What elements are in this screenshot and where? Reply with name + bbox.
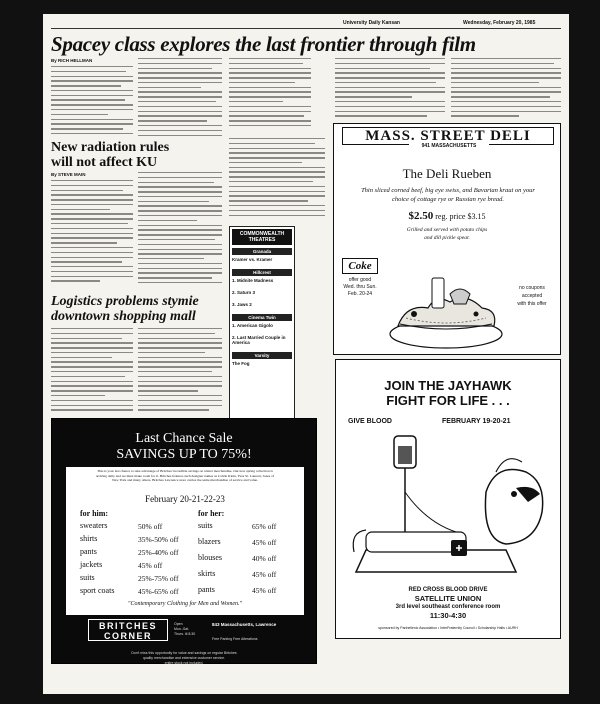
radiation-byline: By STEVE MAIN	[51, 172, 86, 177]
bottom-note-line: Don't miss this opportunity for value and savings on regular Britches	[131, 651, 237, 655]
deli-sandwich-title: The Deli Rueben	[402, 166, 492, 181]
offer-text: Wed. thru Sun.	[343, 284, 377, 290]
radiation-story-col3	[229, 138, 325, 222]
theater-house-cinema-twin: Cinema Twin	[232, 314, 292, 321]
deli-price-line	[334, 210, 560, 222]
britches-sale-advertisement	[51, 418, 317, 664]
lead-story-col3	[229, 58, 311, 132]
lead-byline: By RICH HELLMAN	[51, 58, 93, 63]
lead-story-col5	[451, 58, 561, 120]
her-discount: 45% off	[252, 538, 277, 547]
radiation-headline	[51, 140, 231, 170]
drive-hours: 11:30-4:30	[429, 611, 467, 620]
deli-price: $2.50	[408, 210, 434, 222]
him-discount: 25%-75% off	[138, 574, 179, 583]
title-line: FIGHT FOR LIFE . . .	[386, 393, 510, 408]
logistics-story-col2	[138, 328, 222, 414]
her-item: blazers	[198, 537, 221, 546]
him-discount: 35%-50% off	[138, 535, 179, 544]
theater-house-varsity: Varsity	[232, 352, 292, 359]
movie-listings-box	[229, 226, 295, 442]
her-discount: 65% off	[252, 522, 277, 531]
him-item: suits	[80, 573, 95, 582]
her-heading: for her:	[198, 509, 225, 518]
coupon-text: accepted	[521, 293, 543, 299]
hours-line: Open	[174, 622, 183, 626]
logo-line: BRITCHES	[98, 621, 157, 631]
sale-fine-print: This is your last chance to take advantage of Britches' incredible savings on winter merchandise. Our new spring collection is arriving daily and we must make room for it. Britches features such designer names as Calvin Klein, Yves St. Laurent, Jones of New York and many others. Britches Lawrence store carries the same merchandise of service and value.	[95, 469, 275, 482]
sale-dates: February 20-21-22-23	[145, 494, 225, 504]
him-item: shirts	[80, 534, 98, 543]
bottom-note-line: entire stock not included.	[164, 661, 204, 665]
blood-drive-advertisement	[335, 359, 561, 639]
sale-tagline: "Contemporary Clothing for Men and Women."	[127, 601, 243, 607]
hours-line: Mon.-Sat.	[174, 627, 190, 631]
lead-story-col2	[138, 58, 222, 136]
store-address: 843 Massachusetts, Lawrence	[212, 622, 277, 627]
film-title: The Fog	[232, 361, 250, 366]
bottom-note-line: quality merchandise and extensive customer service.	[142, 656, 226, 660]
logistics-headline-line1: Logistics problems stymie	[51, 294, 199, 309]
masthead-rule	[51, 28, 561, 29]
blood-drive-details	[336, 586, 560, 620]
deli-address: 941 MASSACHUSETTS	[409, 143, 489, 149]
theater-house-hillcrest: Hillcrest	[232, 269, 292, 276]
logo-line: CORNER	[103, 631, 152, 641]
film-title: Kramer vs. Kramer	[232, 257, 273, 262]
coke-offer	[342, 258, 378, 298]
store-services: Free Parking Free Alterations	[212, 637, 258, 641]
coupon-text: with this offer	[517, 301, 547, 307]
deli-regular-price: reg. price $3.15	[435, 212, 486, 221]
him-heading: for him:	[80, 509, 109, 518]
masthead-date: Wednesday, February 20, 1985	[463, 20, 536, 26]
blood-drive-sponsors: sponsored by Panhellenic Association • InterFraternity Council • Scholarship Halls • AURH	[378, 626, 518, 630]
radiation-story-col1	[51, 180, 133, 288]
logistics-headline	[51, 294, 227, 324]
masthead-paper-name: University Daily Kansan	[343, 20, 400, 26]
lead-headline: Spacey class explores the last frontier through film	[51, 32, 476, 56]
sale-bottom-note	[52, 651, 316, 666]
deli-serving-note	[334, 226, 560, 242]
theater-house-granada: Granada	[232, 248, 292, 255]
him-discount: 50% off	[138, 522, 163, 531]
radiation-headline-line1: New radiation rules	[51, 140, 170, 155]
film-title: 1. American Gigolo	[232, 323, 273, 328]
him-item: sport coats	[80, 586, 115, 595]
deli-logo: MASS. STREET DELI	[342, 127, 554, 145]
sale-details-panel	[66, 467, 304, 615]
deli-description: Thin sliced corned beef, big eye swiss, and Bavarian kraut on your choice of cottage rye or Russian rye bread.	[361, 187, 535, 203]
blood-drive-dates: FEBRUARY 19-20-21	[442, 418, 511, 425]
sandwich-illustration	[386, 274, 506, 350]
film-title: 2. Last Married Couple in America	[232, 335, 286, 345]
theater-chain-name: COMMONWEALTH THEATRES	[232, 229, 292, 245]
hours-line: Thurs. til 8:30	[174, 632, 196, 636]
film-title: 3. Jaws 2	[232, 302, 252, 307]
lead-story-col4	[335, 58, 445, 120]
britches-logo	[88, 619, 168, 641]
him-item: sweaters	[80, 521, 108, 530]
jayhawk-illustration	[346, 432, 552, 582]
film-title: 2. Saturn 3	[232, 290, 256, 295]
offer-text: Feb. 20-24	[347, 291, 373, 297]
title-line: JOIN THE JAYHAWK	[384, 378, 512, 393]
give-blood-label: GIVE BLOOD	[348, 418, 392, 425]
film-title: 1. Midnite Madness	[232, 278, 274, 283]
lead-story-col1	[51, 66, 133, 136]
store-hours	[174, 622, 195, 637]
coupon-note	[512, 284, 552, 308]
drive-name: RED CROSS BLOOD DRIVE	[408, 587, 488, 593]
deli-advertisement	[333, 123, 561, 355]
logistics-headline-line2: downtown shopping mall	[51, 309, 196, 324]
her-item: skirts	[198, 569, 216, 578]
coke-logo: Coke	[342, 258, 378, 274]
sale-title-line: SAVINGS UP TO 75%!	[116, 447, 252, 462]
logistics-story-col1	[51, 328, 133, 414]
her-item: suits	[198, 521, 213, 530]
drive-room: 3rd level southeast conference room	[395, 604, 501, 610]
her-discount: 45% off	[252, 570, 277, 579]
radiation-story-col2	[138, 172, 222, 288]
her-discount: 40% off	[252, 554, 277, 563]
deli-note-line: and dill pickle spear.	[424, 235, 470, 241]
newspaper-page	[43, 14, 569, 694]
him-discount: 45%-65% off	[138, 587, 179, 596]
blood-drive-title	[336, 378, 560, 408]
coupon-text: no coupons	[519, 285, 545, 291]
him-item: jackets	[80, 560, 103, 569]
him-discount: 25%-40% off	[138, 548, 179, 557]
sale-title-line: Last Chance Sale	[135, 431, 233, 446]
deli-note-line: Grilled and served with potato chips	[406, 227, 488, 233]
drive-location: SATELLITE UNION	[414, 594, 482, 603]
radiation-headline-line2: will not affect KU	[51, 155, 158, 170]
him-discount: 45% off	[138, 561, 163, 570]
her-item: pants	[198, 585, 215, 594]
her-discount: 45% off	[252, 586, 277, 595]
him-item: pants	[80, 547, 97, 556]
her-item: blouses	[198, 553, 222, 562]
sale-title	[52, 431, 316, 463]
offer-text: offer good	[348, 277, 372, 283]
